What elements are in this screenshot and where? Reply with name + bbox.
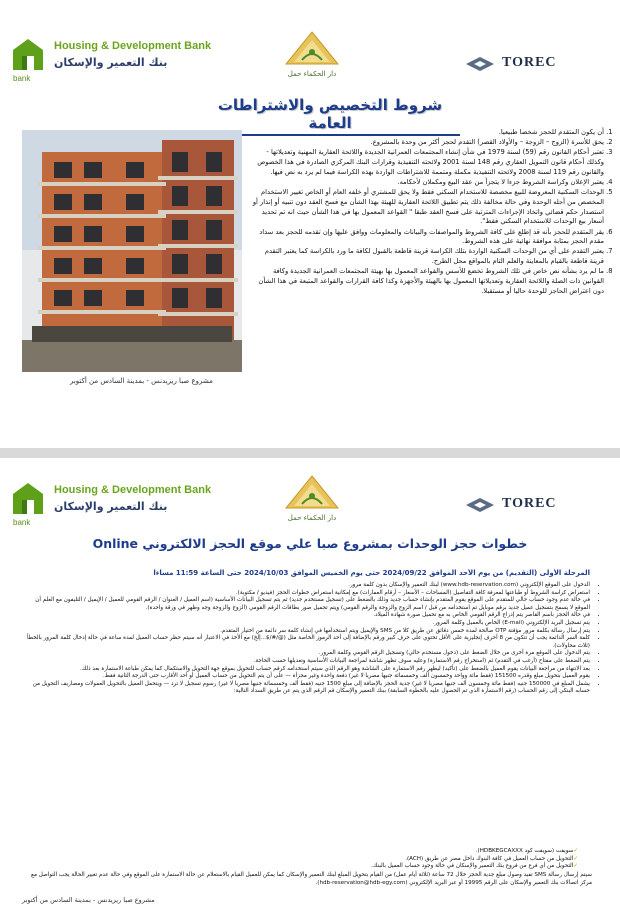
payment-methods-list xyxy=(22,848,602,871)
photo-caption: مشروع صبا ريزيدنس - بمدينة السادس من أكتوبر xyxy=(70,377,213,385)
payment-method: ✓ التحويل من أي فرع من فروع بنك التعمير والإسكان في حالة وجود حساب العميل بالبنك. xyxy=(22,863,578,871)
step-item: • يشمل المبلغ في 150000 جنيه (فقط مائة وخمسون ألف جنيها مصريا لا غير) جدية الحجز بالإضافة إلى مبلغ 1500 جنيه (فقط ألف وخمسمائة جنيها مصريا لا غير) رسوم تسجيل لا ترد — ويتحمل العميل بالتحويل العمولات ومصاريف التحويل من حسابه البنكي إلى رقم الحساب (رقم الاستمارة الذي تم الحصول عليه بالخطوة السابقة) ببنك التعمير والإسكان قم الرقم الذي يتم عن طريق السداد التالية: xyxy=(22,681,590,696)
bank-name-english: Housing & Development Bank xyxy=(54,40,212,52)
hdb-house-icon xyxy=(10,36,50,74)
pyramid-emblem-icon xyxy=(282,474,342,516)
step-item: • يتم تسجيل البريد الإلكتروني (E-mail) الخاص بالعميل وكلمة المرور. xyxy=(22,620,590,628)
torec-logo xyxy=(464,55,604,75)
building-photo xyxy=(22,130,242,372)
step-item: • يقوم العميل بتحويل مبلغ وقدره 151500 (فقط مائة وواحد وخمسون ألف وخمسمائة جنيها مصريا لا غير) دفعة واحدة وغير مجزأة — على أن يتم التحويل من حساب العميل أو أحد الأقارب حتى الدرجة الثانية فقط. xyxy=(22,673,590,681)
torec-mark-icon xyxy=(464,55,498,73)
hdb-logo xyxy=(10,36,212,88)
term-item: 7. يعتبر التقدم على أي من الوحدات السكنية الواردة بتلك الكراسة قرينة قاطعة بالقبول لكافة ما ورد بالكراسة كما يعتبر التقدم قرينة قاطعة بالقيام بالمعاينة والعلم التام بالمواقع محل الطرح. xyxy=(250,247,604,266)
step-item: • يتم إرسال رسالة بكلمة مرور مؤقتة OTP صالحة لمدة خمس دقائق عن طريق كلا من SMS والإيميل ويتم استخدامها في إنشاء كلمة سر دائمة من اختيار المتقدم. xyxy=(22,628,590,636)
step-item: • استعراض كراسة الشروط أو طباعتها لمعرفة كافة التفاصيل (المساحات – الأسعار – أرقام العمارات) مع إمكانية استعراض خطوات الحجز (فيديو / مكتوبة). xyxy=(22,590,590,598)
step-item: • يتم الضغط على مفتاح (أرغب في التقدم) ثم (استخراج رقم الاستمارة) وعليه سوف تظهر شاشة لمراجعة البيانات الأساسية وتعديلها حسب الحاجة. xyxy=(22,658,590,666)
term-item: 4. يعتبر الإعلان وكراسة الشروط جزءا لا يتجزأ من عقد البيع ومكملان لأحكامه. xyxy=(250,178,604,188)
payment-method: ✓ التحويل من حساب العميل في كافة البنوك داخل مصر عن طريق (ACH). xyxy=(22,856,578,864)
hdb-house-icon xyxy=(10,480,50,518)
document-page-1 xyxy=(0,0,620,448)
bank-name-english: Housing & Development Bank xyxy=(54,484,212,496)
term-item: 6. يقر المتقدم للحجز بأنه قد إطلع على كافة الشروط والمواصفات والبيانات والمعلومات ووافق عليها وإن تقدمه للحجز بعد سداد مقدم الحجز بمثابة موافقة نهائية على هذه الشروط. xyxy=(250,228,604,247)
steps-title: خطوات حجز الوحدات بمشروع صبا علي موقع الحجز الالكتروني Online xyxy=(92,536,528,551)
developer-emblem xyxy=(282,474,342,532)
term-item: 2. يحق للأسرة (الزوج – الزوجة – والأولاد القصر) التقدم لحجز أكثر من وحدة بالمشروع. xyxy=(250,138,604,148)
steps-list xyxy=(22,582,602,696)
pyramid-emblem-icon xyxy=(282,30,342,72)
hdb-small-label: bank xyxy=(13,74,31,83)
emblem-caption: دار الحكماء حمل xyxy=(287,514,337,522)
step-item: • يتم الدخول على الموقع مرة أخرى من خلال الضغط على (دخول مستخدم حالي) وتسجيل الرقم القومي وكلمة المرور. xyxy=(22,650,590,658)
hdb-small-label: bank xyxy=(13,518,31,527)
step-item: • في حالة عدم وجود حساب حالي للمتقدم على الموقع يقوم المتقدم بإنشاء حساب جديد وذلك بالضغط على (تسجيل مستخدم جديد) ثم يتم تسجيل البيانات الأساسية (اسم العميل / العنوان / الرقم القومي للعميل / الإيميل / التليفون مع العلم أن الموقع لا يسمح بتسجيل عميل جديد برقم موبايل تم استخدامه من قبل / اسم الزوج والزوجة والرقم القومي) ويتم تحميل صور بطاقات الرقم القومي (الزوج والزوجة وجه وظهر في ورقة واحدة). xyxy=(22,597,590,612)
hdb-logo xyxy=(10,480,212,532)
torec-wordmark: TOREC xyxy=(502,496,557,511)
bank-name-arabic: بنك التعمير والإسكان xyxy=(54,500,168,513)
step-item: • الدخول على الموقع الإلكتروني (www.hdb-reservation.com) لبنك التعمير والإسكان بدون كلمة مرور. xyxy=(22,582,590,590)
torec-wordmark: TOREC xyxy=(502,55,557,70)
term-item: 3. تعتبر أحكام القانون رقم (59) لسنة 1979 في شأن إنشاء المجتمعات العمرانية الجديدة واللائحة العقارية المهنية وتعديلاتها - وكذلك أحكام قانون التمويل العقاري رقم 148 لسنة 2001 ولائحته التنفيذية وقرارات البنك المركزي الصادرة في هذا الخصوص والقانون رقم 119 لسنة 2008 ولائحته التنفيذية مكملة ومتممة للاشتراطات الواردة بهذه الكراسة فيما لم يرد به نص فيها. xyxy=(250,148,604,177)
emblem-caption: دار الحكماء حمل xyxy=(287,70,337,78)
step-item: • بعد الانتهاء من مراجعة البيانات يقوم العميل بالضغط على (تأكيد) ليظهر رقم الاستمارة على الشاشة وهو الرقم الذي سيتم استخدامه كرقم حساب للتحويل بموقع جهة التحويل والاستكمال كما يمكن طباعة الاستمارة بعد ذلك. xyxy=(22,666,590,674)
bank-name-arabic: بنك التعمير والإسكان xyxy=(54,56,168,69)
torec-logo xyxy=(464,496,604,516)
step-item: • كلمة السر الدائمة يجب أن تتكون من 8 أحرف إنجليزية على الأقل تحتوي على حرف كبير ورقم بالإضافة إلى أحد الرموز الخاصة مثل (@/#/$...إلخ) مع الأخذ في الاعتبار أنه سيتم حظر حساب العميل لمدة ساعة في حالة إدخال كلمة المرور بالخطأ (ثلاث محاولات). xyxy=(22,635,590,650)
term-item: 1. أن يكون المتقدم للحجز شخصا طبيعيا. xyxy=(250,128,604,138)
terms-list xyxy=(250,128,618,297)
step-item: • في حالة الحجز باسم القاصر يتم إدراج الرقم القومي الخاص به مع تحميل صورة شهادة الميلاد. xyxy=(22,612,590,620)
term-item: 5. الوحدات السكنية المعروضة للبيع مخصصة للاستخدام السكني فقط ولا يحق للمشتري أو خلفه العام أو الخاص تغيير الاستخدام المخصص من أجله الوحدة وفي حالة مخالفة ذلك يتم تطبيق اللائحة العقارية للهيئة بهذا الشأن مع فسخ العقد دون تنبيه أو إنذار أو استصدار حكم قضائي واتخاذ الإجراءات المترتبة على فسخ العقد طبقا " القواعد المعمول بها في هذا الشأن حيث انه تم تحديد أسعار بيع الوحدات للاستخدام السكني فقط". xyxy=(250,188,604,227)
payment-method: ✓ سويفت (سويفت كود HDBKEGCAXXX). xyxy=(22,848,578,856)
confirmation-note: سيتم إرسال رسالة SMS تفيد وصول مبلغ جدية الحجز خلال 72 ساعة (ثلاثة أيام عمل) من القيام بتحويل المبلغ لبنك التعمير والإسكان كما يمكن للعميل القيام بالاستعلام عن حالة الاستمارة على الموقع وفي حالة عدم تغيير الحالة يجب التواصل مع مركز اتصالات بنك التعمير والإسكان على الرقم 19995 أو عبر البريد الإلكتروني (hdb-reservation@hdb-egy.com). xyxy=(31,872,592,886)
term-item: 8. ما لم يرد بشأنه نص خاص في تلك الشروط تخضع للأسس والقواعد المعمول بها بهيئة المجتمعات العمرانية الجديدة وكافة القوانين ذات الصلة واللائحة العقارية وتعديلاتها المعمول بها بالهيئة والأجهزة وكذا كافة القرارات والقواعد المتبعة في هذا الشأن دون اعتراض الحاجز للوحدة حاليا أو مستقبلا. xyxy=(250,267,604,296)
photo-caption: مشروع صبا ريزيدنس - بمدينة السادس من أكتوبر xyxy=(22,896,155,904)
torec-mark-icon xyxy=(464,496,498,514)
terms-title: شروط التخصيص والاشتراطات العامة xyxy=(200,96,460,136)
developer-emblem xyxy=(282,30,342,88)
document-page-2 xyxy=(0,458,620,912)
phase-banner: المرحلة الأولى (التقديم) من يوم الأحد الموافق 2024/09/22 حتى يوم الخميس الموافق 2024/10/03 حتى الساعة 11:59 مساءا xyxy=(153,569,590,577)
